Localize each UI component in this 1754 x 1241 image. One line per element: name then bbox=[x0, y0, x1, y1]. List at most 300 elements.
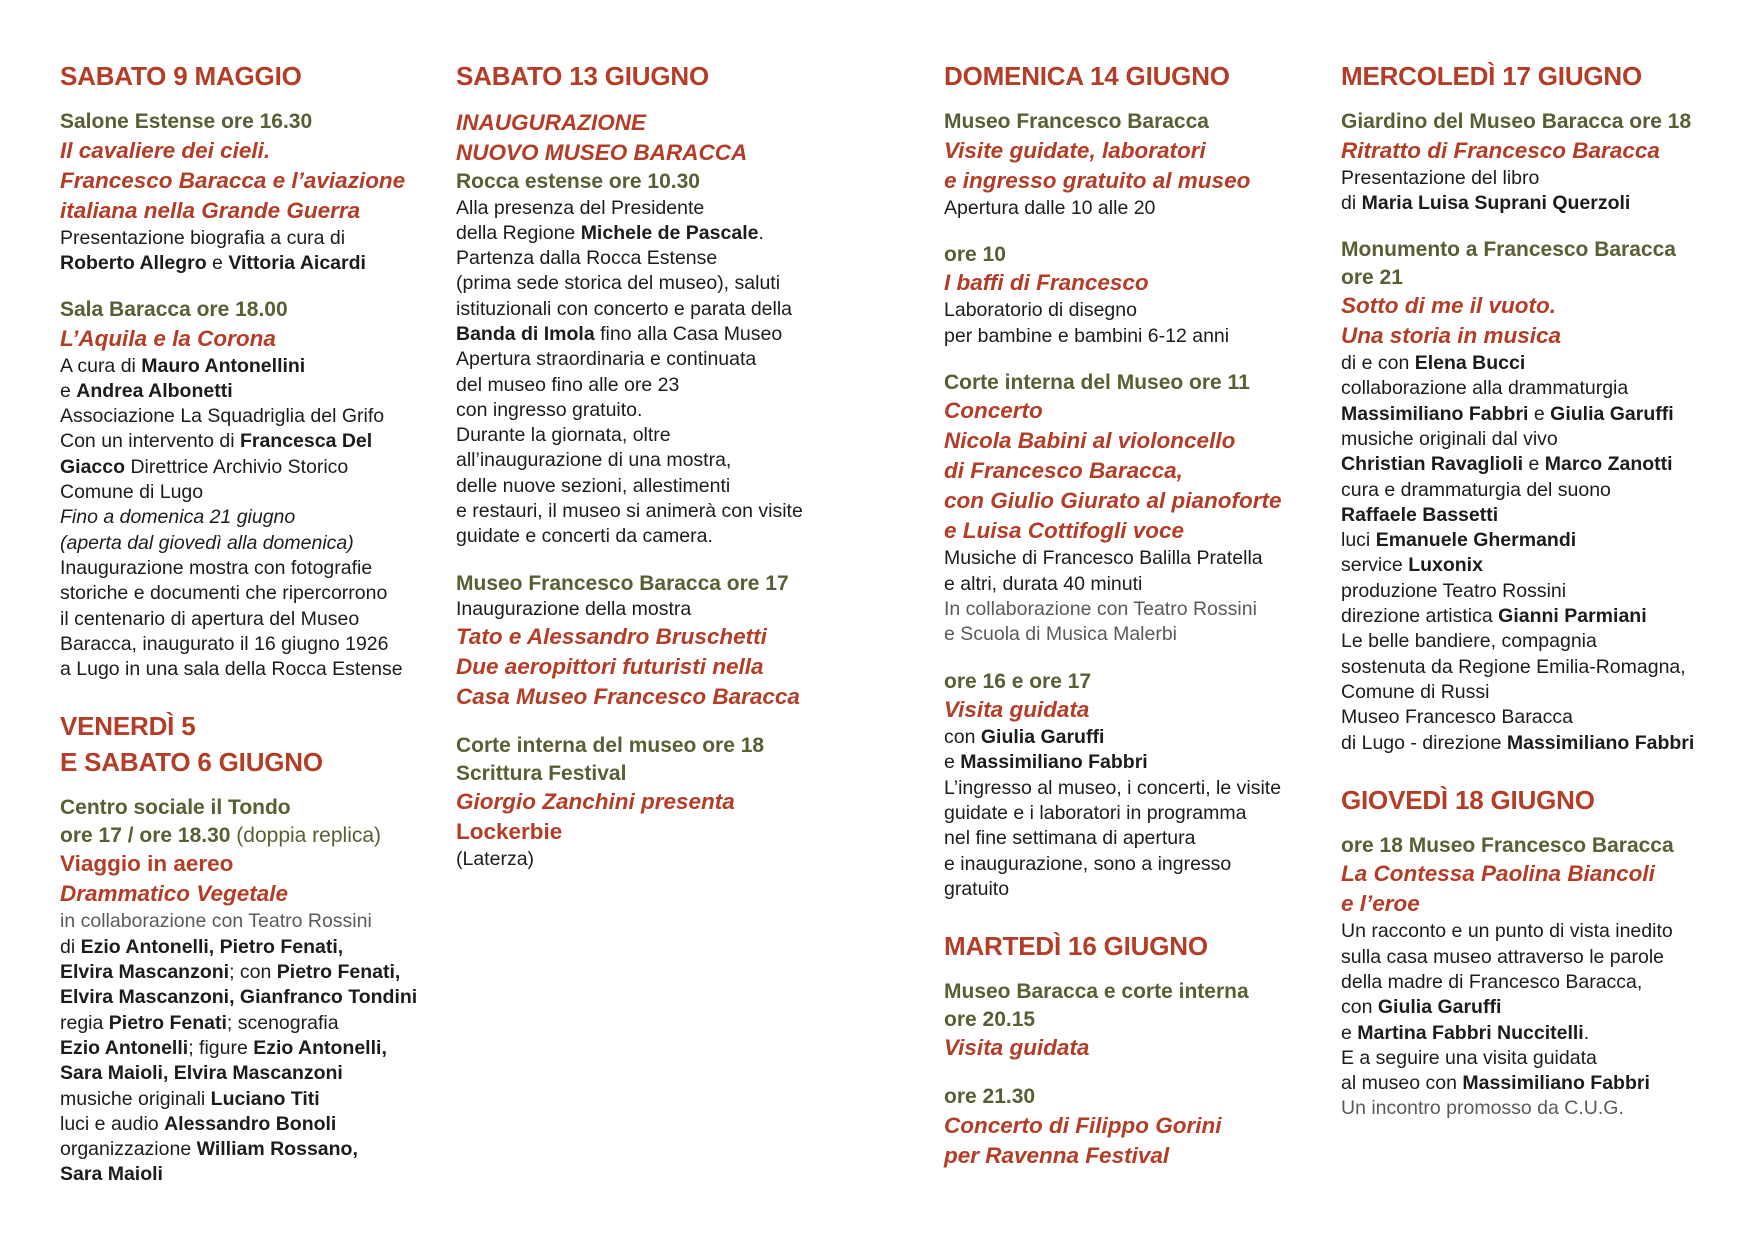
event-detail-line bbox=[944, 546, 1322, 571]
text-run: e altri, durata 40 minuti bbox=[944, 572, 1143, 595]
event-detail-line bbox=[1341, 166, 1741, 191]
text-run: (Laterza) bbox=[456, 848, 535, 871]
event-detail-line bbox=[60, 429, 438, 454]
person-name: Sara Maioli, Elvira Mascanzoni bbox=[60, 1062, 343, 1085]
text-run: Durante la giornata, oltre bbox=[456, 424, 671, 447]
event-title bbox=[60, 849, 438, 879]
event-detail-line bbox=[944, 852, 1322, 877]
text-run: Partenza dalla Rocca Estense bbox=[456, 247, 718, 270]
text-run: Museo Francesco Baracca bbox=[944, 110, 1209, 133]
person-name: Luxonix bbox=[1408, 554, 1483, 577]
event-title bbox=[944, 1111, 1322, 1141]
event-detail-line bbox=[944, 597, 1322, 622]
event-detail-line bbox=[456, 271, 856, 296]
event-location-time bbox=[60, 822, 438, 850]
event-detail-line bbox=[1341, 191, 1741, 216]
person-name: Banda di Imola bbox=[456, 322, 595, 345]
event-detail-line bbox=[60, 379, 438, 404]
day-heading-line: SABATO 13 GIUGNO bbox=[456, 61, 709, 91]
person-name: Giulia Garuffi bbox=[980, 726, 1105, 749]
text-run: luci e audio bbox=[60, 1112, 165, 1135]
text-run: e Luisa Cottifogli voce bbox=[944, 518, 1185, 544]
event-title bbox=[456, 817, 856, 847]
day-heading bbox=[944, 58, 1322, 94]
text-run: Comune di Russi bbox=[1341, 680, 1490, 703]
day-heading-line: MARTEDÌ 16 GIUGNO bbox=[944, 931, 1208, 962]
text-run: guidate e i laboratori in programma bbox=[944, 801, 1247, 824]
event-detail-line bbox=[60, 1087, 438, 1112]
event-detail-line bbox=[1341, 402, 1741, 427]
text-run: Fino a domenica 21 giugno bbox=[60, 506, 296, 529]
text-run: Giardino del Museo Baracca ore 18 bbox=[1341, 110, 1692, 133]
event-block bbox=[1341, 236, 1741, 756]
event-block bbox=[944, 1083, 1322, 1171]
text-run: Museo Francesco Baracca bbox=[1341, 706, 1573, 729]
text-run: con bbox=[1341, 996, 1378, 1019]
text-run: Nicola Babini al violoncello bbox=[944, 428, 1236, 454]
text-run: luci bbox=[1341, 529, 1376, 552]
text-run: Due aeropittori futuristi nella bbox=[456, 654, 764, 680]
event-title bbox=[456, 622, 856, 652]
event-detail-line bbox=[60, 960, 438, 985]
text-run: ore 21.30 bbox=[944, 1085, 1036, 1109]
text-run: produzione Teatro Rossini bbox=[1341, 579, 1567, 602]
text-run: ; scenografia bbox=[226, 1011, 339, 1034]
event-block bbox=[944, 108, 1322, 221]
text-run: e bbox=[60, 379, 77, 402]
event-title bbox=[944, 1141, 1322, 1171]
text-run: cura e drammaturgia del suono bbox=[1341, 478, 1611, 501]
event-title bbox=[944, 456, 1322, 486]
text-run: Tato e Alessandro Bruschetti bbox=[456, 624, 767, 650]
text-run: guidate e concerti da camera. bbox=[456, 525, 713, 548]
day-section bbox=[456, 58, 856, 873]
text-run: ore 17 / ore 18.30 bbox=[60, 823, 231, 847]
event-detail-line bbox=[456, 597, 856, 622]
text-run: italiana nella Grande Guerra bbox=[60, 197, 361, 223]
event-detail-line bbox=[944, 324, 1322, 349]
event-detail-line bbox=[944, 725, 1322, 750]
text-run: istituzionali con concerto e parata della bbox=[456, 297, 793, 320]
event-block bbox=[1341, 832, 1741, 1122]
text-run: delle nuove sezioni, allestimenti bbox=[456, 474, 731, 497]
text-run: in collaborazione con Teatro Rossini bbox=[60, 910, 372, 933]
event-detail-line bbox=[456, 347, 856, 372]
event-location-time bbox=[944, 369, 1322, 397]
event-title bbox=[456, 652, 856, 682]
day-section bbox=[60, 708, 438, 1187]
text-run: Museo Francesco Baracca ore 17 bbox=[456, 571, 789, 595]
event-block bbox=[944, 978, 1322, 1063]
event-location-time bbox=[944, 1006, 1322, 1034]
event-detail-line bbox=[60, 1137, 438, 1162]
event-detail-line bbox=[60, 909, 438, 934]
person-name: Pietro Fenati, bbox=[276, 961, 401, 984]
person-name: Roberto Allegro bbox=[60, 251, 207, 274]
event-detail-line bbox=[456, 196, 856, 221]
event-detail-line bbox=[944, 877, 1322, 902]
event-detail-line bbox=[60, 354, 438, 379]
event-detail-line bbox=[1341, 629, 1741, 654]
text-run: Baracca, inaugurato il 16 giugno 1926 bbox=[60, 632, 389, 655]
text-run: Direttrice Archivio Storico bbox=[125, 455, 349, 478]
event-detail-line bbox=[1341, 478, 1741, 503]
text-run: direzione artistica bbox=[1341, 605, 1499, 628]
text-run: a Lugo in una sala della Rocca Estense bbox=[60, 658, 403, 681]
person-name: Elvira Mascanzoni, Gianfranco Tondini bbox=[60, 986, 418, 1009]
event-location-time bbox=[1341, 108, 1741, 136]
day-heading-line: DOMENICA 14 GIUGNO bbox=[944, 61, 1230, 91]
event-title bbox=[944, 426, 1322, 456]
day-section bbox=[944, 58, 1322, 902]
event-detail-line bbox=[60, 1036, 438, 1061]
text-run: Laboratorio di disegno bbox=[944, 299, 1137, 322]
text-run: E a seguire una visita guidata bbox=[1341, 1046, 1597, 1069]
text-run: Le belle bandiere, compagnia bbox=[1341, 630, 1597, 653]
text-run: INAUGURAZIONE bbox=[456, 110, 646, 135]
event-detail-line bbox=[456, 474, 856, 499]
program-column-1 bbox=[60, 58, 438, 1208]
event-title bbox=[944, 166, 1322, 196]
event-title bbox=[60, 879, 438, 909]
event-detail-line bbox=[60, 581, 438, 606]
day-heading-line: SABATO 9 MAGGIO bbox=[60, 61, 302, 91]
event-detail-line bbox=[60, 226, 438, 251]
event-block bbox=[60, 108, 438, 276]
event-detail-line bbox=[60, 1061, 438, 1086]
event-detail-line bbox=[456, 246, 856, 271]
text-run: con Giulio Giurato al pianoforte bbox=[944, 488, 1282, 514]
text-run: Scrittura Festival bbox=[456, 761, 627, 785]
event-detail-line bbox=[1341, 970, 1741, 995]
text-run: Inaugurazione mostra con fotografie bbox=[60, 556, 373, 579]
text-run: e bbox=[944, 751, 961, 774]
event-detail-line bbox=[456, 524, 856, 549]
event-title bbox=[1341, 889, 1741, 919]
text-run: A cura di bbox=[60, 354, 142, 377]
text-run: musiche originali dal vivo bbox=[1341, 427, 1558, 450]
text-run: di Lugo - direzione bbox=[1341, 731, 1507, 754]
day-heading-line: E SABATO 6 GIUGNO bbox=[60, 747, 323, 778]
text-run: Con un intervento di bbox=[60, 430, 240, 453]
text-run: Un incontro promosso da C.U.G. bbox=[1341, 1097, 1624, 1120]
day-heading bbox=[60, 708, 438, 780]
event-detail-line bbox=[1341, 1021, 1741, 1046]
text-run: fino alla Casa Museo bbox=[594, 322, 783, 345]
text-run: ore 16 e ore 17 bbox=[944, 669, 1092, 693]
day-heading-line: VENERDÌ 5 bbox=[60, 711, 196, 742]
text-run: . bbox=[758, 221, 764, 244]
text-run: I baffi di Francesco bbox=[944, 270, 1149, 296]
event-title bbox=[944, 486, 1322, 516]
day-heading bbox=[944, 928, 1322, 964]
event-location-time bbox=[60, 296, 438, 324]
text-run: del museo fino alle ore 23 bbox=[456, 373, 680, 396]
event-detail-line bbox=[60, 1011, 438, 1036]
text-run: Sala Baracca ore 18.00 bbox=[60, 298, 288, 322]
event-detail-line bbox=[60, 404, 438, 429]
person-name: Maria Luisa Suprani Querzoli bbox=[1361, 191, 1631, 214]
event-detail-line bbox=[60, 632, 438, 657]
event-detail-line bbox=[60, 556, 438, 581]
day-heading-line: GIOVEDÌ 18 GIUGNO bbox=[1341, 784, 1595, 815]
event-title bbox=[944, 136, 1322, 166]
person-name: Christian Ravaglioli bbox=[1341, 453, 1524, 476]
event-location-time bbox=[1341, 832, 1741, 860]
day-section bbox=[60, 58, 438, 682]
text-run: Salone Estense ore 16.30 bbox=[60, 110, 313, 133]
event-detail-line bbox=[1341, 919, 1741, 944]
event-detail-line bbox=[1341, 579, 1741, 604]
event-detail-line bbox=[1341, 376, 1741, 401]
text-run: regia bbox=[60, 1011, 109, 1034]
program-column-4 bbox=[1341, 58, 1741, 1142]
event-title bbox=[60, 196, 438, 226]
event-title bbox=[60, 324, 438, 354]
text-run: ore 10 bbox=[944, 242, 1006, 266]
text-run: Il cavaliere dei cieli. bbox=[60, 137, 271, 163]
text-run: all’inaugurazione di una mostra, bbox=[456, 449, 732, 472]
text-run: Giorgio Zanchini presenta bbox=[456, 789, 735, 815]
event-location-time bbox=[944, 668, 1322, 696]
text-run: Concerto bbox=[944, 398, 1043, 424]
text-run: di bbox=[1341, 191, 1362, 214]
text-run: Comune di Lugo bbox=[60, 481, 204, 504]
event-detail-line bbox=[944, 750, 1322, 775]
text-run: storiche e documenti che ripercorrono bbox=[60, 582, 388, 605]
text-run: di bbox=[60, 935, 81, 958]
text-run: al museo con bbox=[1341, 1072, 1463, 1095]
person-name: Massimiliano Fabbri bbox=[960, 751, 1148, 774]
person-name: Massimiliano Fabbri bbox=[1462, 1072, 1650, 1095]
text-run: Visite guidate, laboratori bbox=[944, 137, 1206, 163]
event-title bbox=[1341, 136, 1741, 166]
text-run: (prima sede storica del museo), saluti bbox=[456, 272, 781, 295]
person-name: Raffaele Bassetti bbox=[1341, 503, 1499, 526]
event-detail-line bbox=[1341, 427, 1741, 452]
event-detail-line bbox=[60, 985, 438, 1010]
text-run: Viaggio in aereo bbox=[60, 851, 234, 877]
text-run: service bbox=[1341, 554, 1409, 577]
text-run: e restauri, il museo si animerà con visite bbox=[456, 500, 803, 523]
text-run: e bbox=[206, 251, 229, 274]
text-run: ore 20.15 bbox=[944, 1007, 1036, 1031]
text-run: Casa Museo Francesco Baracca bbox=[456, 684, 800, 710]
person-name: Pietro Fenati bbox=[108, 1011, 227, 1034]
day-section bbox=[944, 928, 1322, 1171]
text-run: L’ingresso al museo, i concerti, le visite bbox=[944, 776, 1282, 799]
event-location-time bbox=[456, 732, 856, 760]
event-detail-line bbox=[60, 505, 438, 530]
event-detail-line bbox=[456, 398, 856, 423]
person-name: Ezio Antonelli, bbox=[253, 1036, 387, 1059]
event-title bbox=[1341, 859, 1741, 889]
event-location-time bbox=[456, 168, 856, 196]
text-run: Centro sociale il Tondo bbox=[60, 796, 291, 820]
event-detail-line bbox=[60, 531, 438, 556]
text-run: L’Aquila e la Corona bbox=[60, 325, 276, 351]
text-run: Visita guidata bbox=[944, 1035, 1090, 1061]
event-detail-line bbox=[456, 847, 856, 872]
event-detail-line bbox=[1341, 528, 1741, 553]
text-run: ore 18 Museo Francesco Baracca bbox=[1341, 833, 1674, 857]
event-detail-line bbox=[944, 801, 1322, 826]
person-name: Massimiliano Fabbri bbox=[1506, 731, 1695, 754]
person-name: Giulia Garuffi bbox=[1550, 402, 1674, 425]
event-detail-line bbox=[60, 607, 438, 632]
text-run: Musiche di Francesco Balilla Pratella bbox=[944, 547, 1263, 570]
text-run: e l’eroe bbox=[1341, 891, 1420, 917]
text-run: di e con bbox=[1341, 352, 1415, 375]
event-detail-line bbox=[60, 935, 438, 960]
person-name: Mauro Antonellini bbox=[141, 354, 306, 377]
event-title bbox=[944, 396, 1322, 426]
event-detail-line bbox=[944, 298, 1322, 323]
event-detail-line bbox=[1341, 705, 1741, 730]
day-heading bbox=[456, 58, 856, 94]
text-run: Drammatico Vegetale bbox=[60, 881, 289, 907]
event-location-time bbox=[1341, 264, 1741, 292]
text-run: gratuito bbox=[944, 877, 1010, 900]
person-name: Martina Fabbri Nuccitelli bbox=[1357, 1021, 1584, 1044]
day-section bbox=[1341, 58, 1741, 756]
event-block bbox=[456, 570, 856, 713]
text-run: nel fine settimana di apertura bbox=[944, 827, 1196, 850]
event-detail-line bbox=[60, 1162, 438, 1187]
event-detail-line bbox=[1341, 1096, 1741, 1121]
text-run: Una storia in musica bbox=[1341, 323, 1562, 349]
person-name: Ezio Antonelli bbox=[60, 1036, 189, 1059]
event-detail-line bbox=[60, 455, 438, 480]
text-run: ; figure bbox=[188, 1036, 254, 1059]
event-detail-line bbox=[1341, 553, 1741, 578]
text-run: Francesco Baracca e l’aviazione bbox=[60, 167, 406, 193]
text-run: e bbox=[1341, 1021, 1358, 1044]
event-location-time bbox=[60, 108, 438, 136]
event-detail-line bbox=[456, 448, 856, 473]
event-detail-line bbox=[1341, 945, 1741, 970]
text-run: collaborazione alla drammaturgia bbox=[1341, 377, 1629, 400]
event-detail-line bbox=[1341, 731, 1741, 756]
event-location-time bbox=[944, 978, 1322, 1006]
event-detail-line bbox=[944, 572, 1322, 597]
text-run: Corte interna del museo ore 18 bbox=[456, 734, 765, 758]
event-detail-line bbox=[1341, 351, 1741, 376]
event-detail-line bbox=[1341, 655, 1741, 680]
event-block bbox=[456, 108, 856, 550]
text-run: organizzazione bbox=[60, 1138, 197, 1161]
event-location-time bbox=[944, 1083, 1322, 1111]
day-heading-line: MERCOLEDÌ 17 GIUGNO bbox=[1341, 61, 1643, 91]
text-run: e bbox=[1523, 453, 1545, 476]
event-detail-line bbox=[60, 657, 438, 682]
text-run: Apertura dalle 10 alle 20 bbox=[944, 196, 1156, 219]
text-run: ore 21 bbox=[1341, 265, 1403, 289]
text-run: e ingresso gratuito al museo bbox=[944, 167, 1251, 193]
event-block bbox=[60, 794, 438, 1187]
event-location-time bbox=[456, 570, 856, 598]
text-run: Monumento a Francesco Baracca bbox=[1341, 238, 1676, 262]
person-name: Luciano Titi bbox=[210, 1087, 320, 1110]
text-run: di Francesco Baracca, bbox=[944, 458, 1183, 484]
program-column-2 bbox=[456, 58, 856, 893]
event-detail-line bbox=[1341, 680, 1741, 705]
event-detail-line bbox=[944, 196, 1322, 221]
event-detail-line bbox=[944, 622, 1322, 647]
event-title bbox=[944, 268, 1322, 298]
event-detail-line bbox=[1341, 1046, 1741, 1071]
text-run: con bbox=[944, 726, 981, 749]
text-run: per Ravenna Festival bbox=[944, 1142, 1170, 1168]
person-name: Michele de Pascale bbox=[580, 221, 759, 244]
event-title bbox=[456, 682, 856, 712]
text-run: sostenuta da Regione Emilia-Romagna, bbox=[1341, 655, 1686, 678]
text-run: per bambine e bambini 6-12 anni bbox=[944, 324, 1230, 347]
text-run: Un racconto e un punto di vista inedito bbox=[1341, 920, 1673, 943]
event-block bbox=[456, 732, 856, 872]
person-name: Francesca Del bbox=[239, 430, 373, 453]
program-column-3 bbox=[944, 58, 1322, 1191]
person-name: Gianni Parmiani bbox=[1498, 605, 1647, 628]
event-title bbox=[456, 108, 856, 138]
event-block bbox=[944, 241, 1322, 349]
text-run: della Regione bbox=[456, 221, 581, 244]
event-detail-line bbox=[60, 1112, 438, 1137]
event-title bbox=[944, 695, 1322, 725]
person-name: Massimiliano Fabbri bbox=[1341, 402, 1529, 425]
text-run: Lockerbie bbox=[456, 819, 563, 845]
event-detail-line bbox=[456, 423, 856, 448]
event-detail-line bbox=[1341, 503, 1741, 528]
text-run: Sotto di me il vuoto. bbox=[1341, 293, 1556, 319]
event-title bbox=[944, 516, 1322, 546]
person-name: Marco Zanotti bbox=[1544, 453, 1673, 476]
day-heading bbox=[1341, 782, 1741, 818]
event-detail-line bbox=[60, 480, 438, 505]
text-run: Apertura straordinaria e continuata bbox=[456, 348, 757, 371]
text-run: Inaugurazione della mostra bbox=[456, 598, 692, 621]
event-location-time bbox=[944, 241, 1322, 269]
event-detail-line bbox=[456, 322, 856, 347]
event-location-time bbox=[1341, 236, 1741, 264]
text-run: (aperta dal giovedì alla domenica) bbox=[60, 531, 354, 554]
event-title bbox=[1341, 321, 1741, 351]
event-detail-line bbox=[456, 297, 856, 322]
person-name: Elena Bucci bbox=[1414, 352, 1526, 375]
text-run: . bbox=[1583, 1021, 1590, 1044]
event-block bbox=[944, 369, 1322, 648]
text-run: ; con bbox=[229, 961, 277, 984]
person-name: Elvira Mascanzoni bbox=[60, 961, 230, 984]
person-name: Alessandro Bonoli bbox=[164, 1112, 337, 1135]
event-block bbox=[1341, 108, 1741, 216]
text-run: Rocca estense ore 10.30 bbox=[456, 170, 700, 193]
text-run: musiche originali bbox=[60, 1087, 211, 1110]
text-run: con ingresso gratuito. bbox=[456, 398, 643, 421]
text-run: La Contessa Paolina Biancoli bbox=[1341, 861, 1655, 887]
event-detail-line bbox=[60, 251, 438, 276]
event-title bbox=[944, 1033, 1322, 1063]
text-run: il centenario di apertura del Museo bbox=[60, 607, 360, 630]
text-run: Associazione La Squadriglia del Grifo bbox=[60, 405, 385, 428]
text-run: Ritratto di Francesco Baracca bbox=[1341, 137, 1660, 163]
text-run: Corte interna del Museo ore 11 bbox=[944, 370, 1250, 394]
text-run: In collaborazione con Teatro Rossini bbox=[944, 597, 1257, 620]
person-name: Giulia Garuffi bbox=[1377, 996, 1502, 1019]
text-run: NUOVO MUSEO BARACCA bbox=[456, 140, 748, 165]
event-title bbox=[456, 787, 856, 817]
event-location-time bbox=[456, 760, 856, 788]
